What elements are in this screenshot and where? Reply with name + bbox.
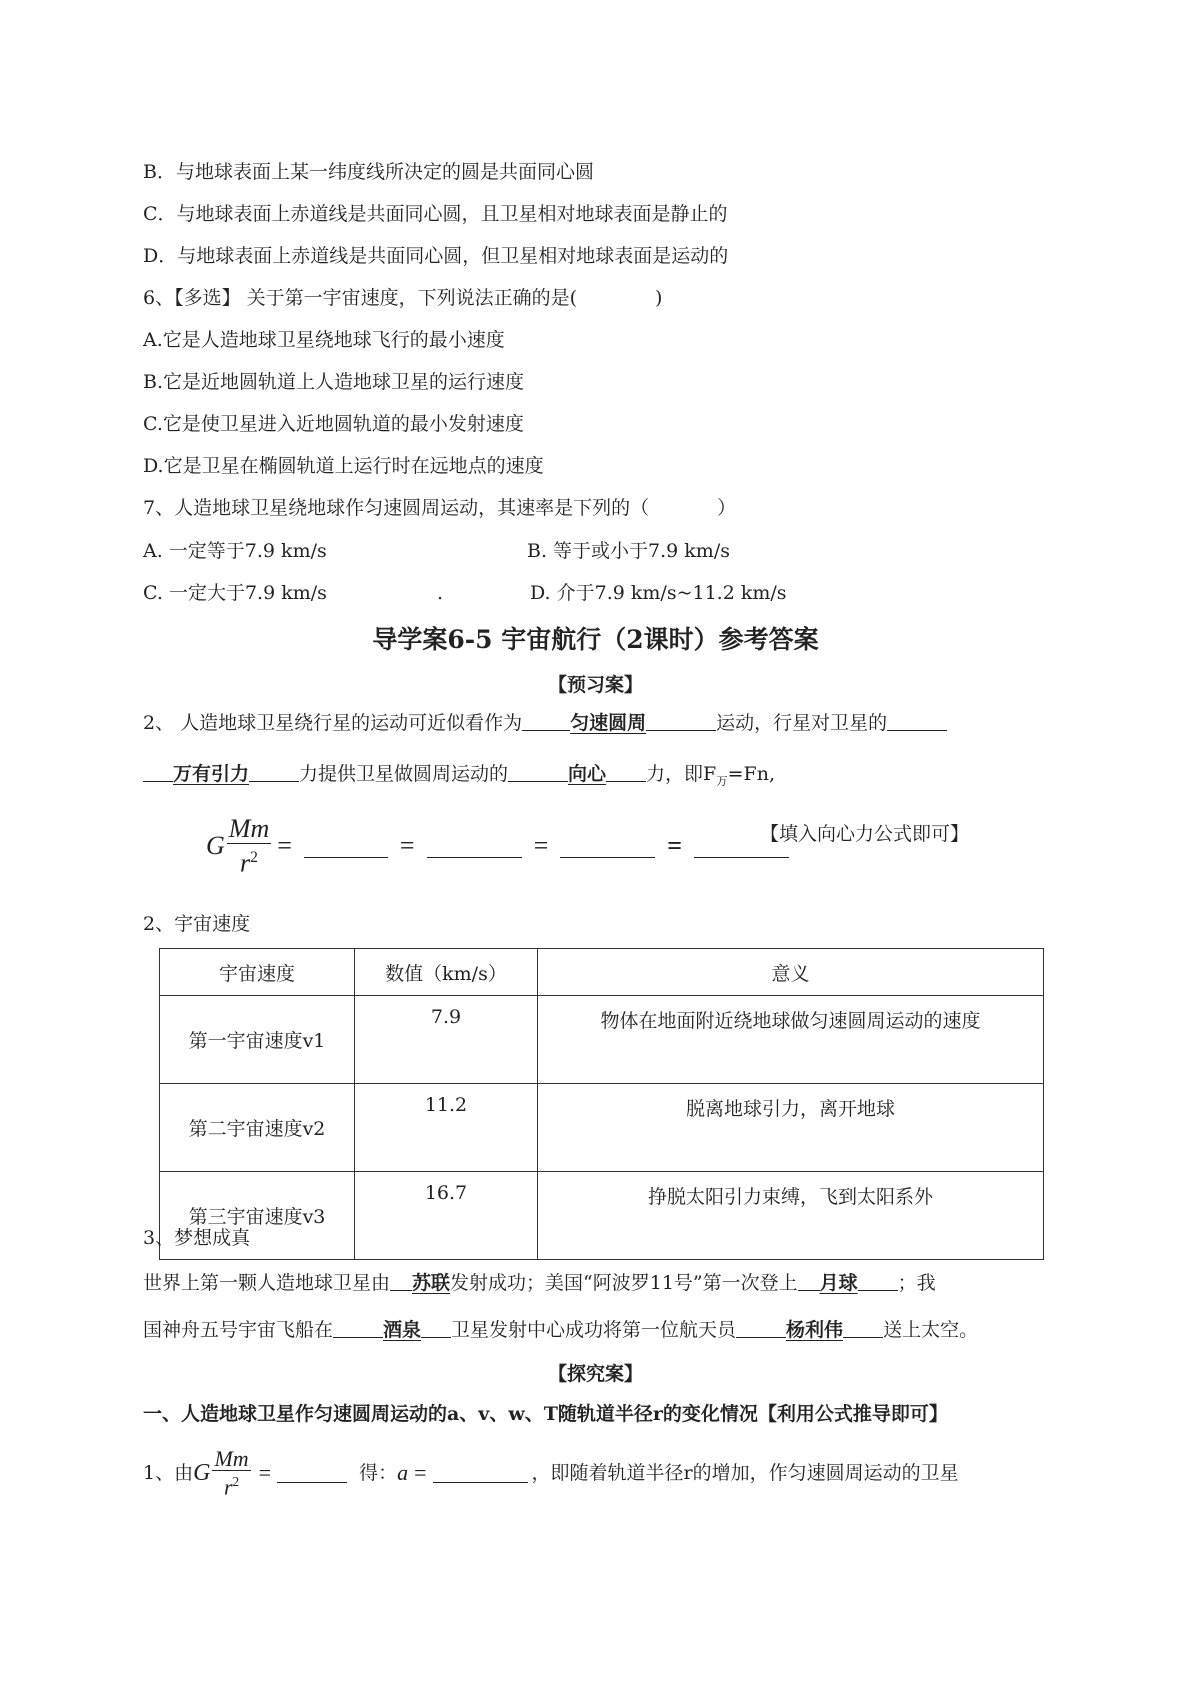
answer-yang-liwei: 杨利伟 [786,1319,844,1341]
answer-uniform-circular: 匀速圆周 [570,712,647,734]
dream-text-6: 送上太空。 [883,1319,979,1341]
item1-denominator [224,1471,239,1498]
answer-blank [143,763,173,782]
item2-line2 [143,762,775,793]
q7-stem [143,496,736,520]
answer-blank [798,1272,820,1291]
item1-text-1: 1、由 [143,1462,194,1485]
answer-centripetal: 向心 [568,763,607,785]
speed-meaning: 物体在地面附近绕地球做匀速圆周运动的速度 [538,996,1044,1084]
answer-blank [843,1319,883,1338]
speed-name: 第二宇宙速度v2 [160,1084,355,1172]
answer-moon: 月球 [819,1272,858,1294]
formula-equals: = [667,831,683,861]
formula-equals: = [533,831,549,861]
q7-option-a: A. 一定等于7.9 km/s [143,540,327,562]
item2-text-2: 运动，行星对卫星的 [716,712,888,734]
section-1-heading: 一、人造地球卫星作匀速圆周运动的a、v、w、T随轨道半径r的变化情况【利用公式推导即可】 [143,1403,948,1425]
speed-meaning: 挣脱太阳引力束缚，飞到太阳系外 [538,1172,1044,1260]
answer-blank [277,1464,347,1483]
item1-r: r [223,1474,233,1500]
item2-text-5: =Fn, [727,763,776,785]
formula-equals: = [277,831,292,861]
q5-option-c: C．与地球表面上赤道线是共面同心圆，且卫星相对地球表面是静止的 [143,203,728,225]
explore-heading: 【探究案】 [547,1363,643,1385]
formula-equals: = [399,831,415,861]
q7-dot: . [437,582,444,604]
q7-stem-text: 7、人造地球卫星绕地球作匀速圆周运动，其速率是下列的（ [143,497,650,519]
dream-line1 [143,1271,936,1295]
formula-blank [427,835,522,858]
dream-label: 3、梦想成真 [143,1227,251,1249]
answer-blank [887,712,947,731]
formula-denominator [240,844,258,878]
formula-blank [560,835,655,858]
answer-blank [858,1272,898,1291]
item2-line1 [143,711,947,735]
table-row [160,1084,1044,1172]
answer-blank [390,1272,412,1291]
item1-numerator: Mm [214,1446,249,1471]
answer-title: 导学案6-5 宇宙航行（2课时）参考答案 [372,625,819,654]
dream-text-4: 国神舟五号宇宙飞船在 [143,1319,334,1341]
table-header-value: 数值（km/s） [355,949,538,996]
speed-value: 16.7 [355,1172,538,1260]
item2-text-3: 力提供卫星做圆周运动的 [299,763,509,785]
formula-blank [304,835,388,858]
item1-line [143,1448,959,1498]
item1-text-2: 得： [359,1462,398,1485]
item1-equals: = [414,1460,427,1486]
speed-name: 第一宇宙速度v1 [160,996,355,1084]
speed-value: 7.9 [355,996,538,1084]
speed-name: 第三宇宙速度v3 [160,1172,355,1260]
q6-stem [143,286,662,310]
item2-text-4: 力，即F [646,763,717,785]
q7-option-b: B. 等于或小于7.9 km/s [527,540,730,562]
table-header-meaning: 意义 [538,949,1044,996]
formula-exponent: 2 [250,849,258,866]
q5-option-b: B．与地球表面上某一纬度线所决定的圆是共面同心圆 [143,161,594,183]
formula-g: G [206,831,225,861]
formula-numerator: Mm [228,814,270,843]
speeds-label: 2、宇宙速度 [143,913,251,935]
speed-meaning: 脱离地球引力，离开地球 [538,1084,1044,1172]
answer-blank [249,763,299,782]
item2-subscript: 万 [716,773,728,788]
speed-value: 11.2 [355,1084,538,1172]
formula-r: r [240,848,251,878]
answer-blank [736,1319,786,1338]
q6-stem-text: 6、【多选】 关于第一宇宙速度，下列说法正确的是( [143,287,578,309]
cosmic-speed-table [159,948,1044,1260]
answer-blank [646,712,716,731]
item1-equals: = [258,1460,272,1486]
q6-stem-close: ) [655,287,663,309]
table-header-speed: 宇宙速度 [160,949,355,996]
q6-option-a: A.它是人造地球卫星绕地球飞行的最小速度 [143,329,505,351]
q6-option-b: B.它是近地圆轨道上人造地球卫星的运行速度 [143,371,525,393]
answer-blank [421,1319,451,1338]
item1-exponent: 2 [232,1474,240,1489]
q5-option-d: D．与地球表面上赤道线是共面同心圆，但卫星相对地球表面是运动的 [143,245,729,267]
q7-option-c: C. 一定大于7.9 km/s [143,582,327,604]
table-header-row [160,949,1044,996]
item1-g: G [193,1460,211,1487]
item1-a: a [397,1460,409,1486]
answer-soviet-union: 苏联 [412,1272,451,1294]
dream-text-3: ；我 [897,1272,936,1294]
dream-text-2: 发射成功；美国“阿波罗11号”第一次登上 [450,1272,798,1294]
dream-line2 [143,1318,978,1342]
q6-option-d: D.它是卫星在椭圆轨道上运行时在远地点的速度 [143,455,544,477]
answer-blank [606,763,646,782]
item2-text-1: 2、 人造地球卫星绕行星的运动可近似看作为 [143,712,523,734]
answer-blank [433,1464,528,1483]
table-row [160,1172,1044,1260]
formula-note: 【填入向心力公式即可】 [760,823,970,845]
q7-stem-close: ） [717,497,737,519]
answer-blank [522,712,570,731]
answer-blank [508,763,568,782]
dream-text-1: 世界上第一颗人造地球卫星由 [143,1272,391,1294]
dream-text-5: 卫星发射中心成功将第一位航天员 [451,1319,737,1341]
formula-fraction [227,815,271,878]
answer-gravitation: 万有引力 [173,763,250,785]
gravity-formula [206,815,797,878]
answer-jiuquan: 酒泉 [383,1319,422,1341]
table-row [160,996,1044,1084]
item1-fraction [212,1448,250,1498]
preview-heading: 【预习案】 [547,674,643,696]
item1-text-3: ，即随着轨道半径r的增加，作匀速圆周运动的卫星 [531,1462,959,1485]
q7-option-d: D. 介于7.9 km/s~11.2 km/s [530,582,787,604]
q6-option-c: C.它是使卫星进入近地圆轨道的最小发射速度 [143,413,524,435]
answer-blank [333,1319,383,1338]
